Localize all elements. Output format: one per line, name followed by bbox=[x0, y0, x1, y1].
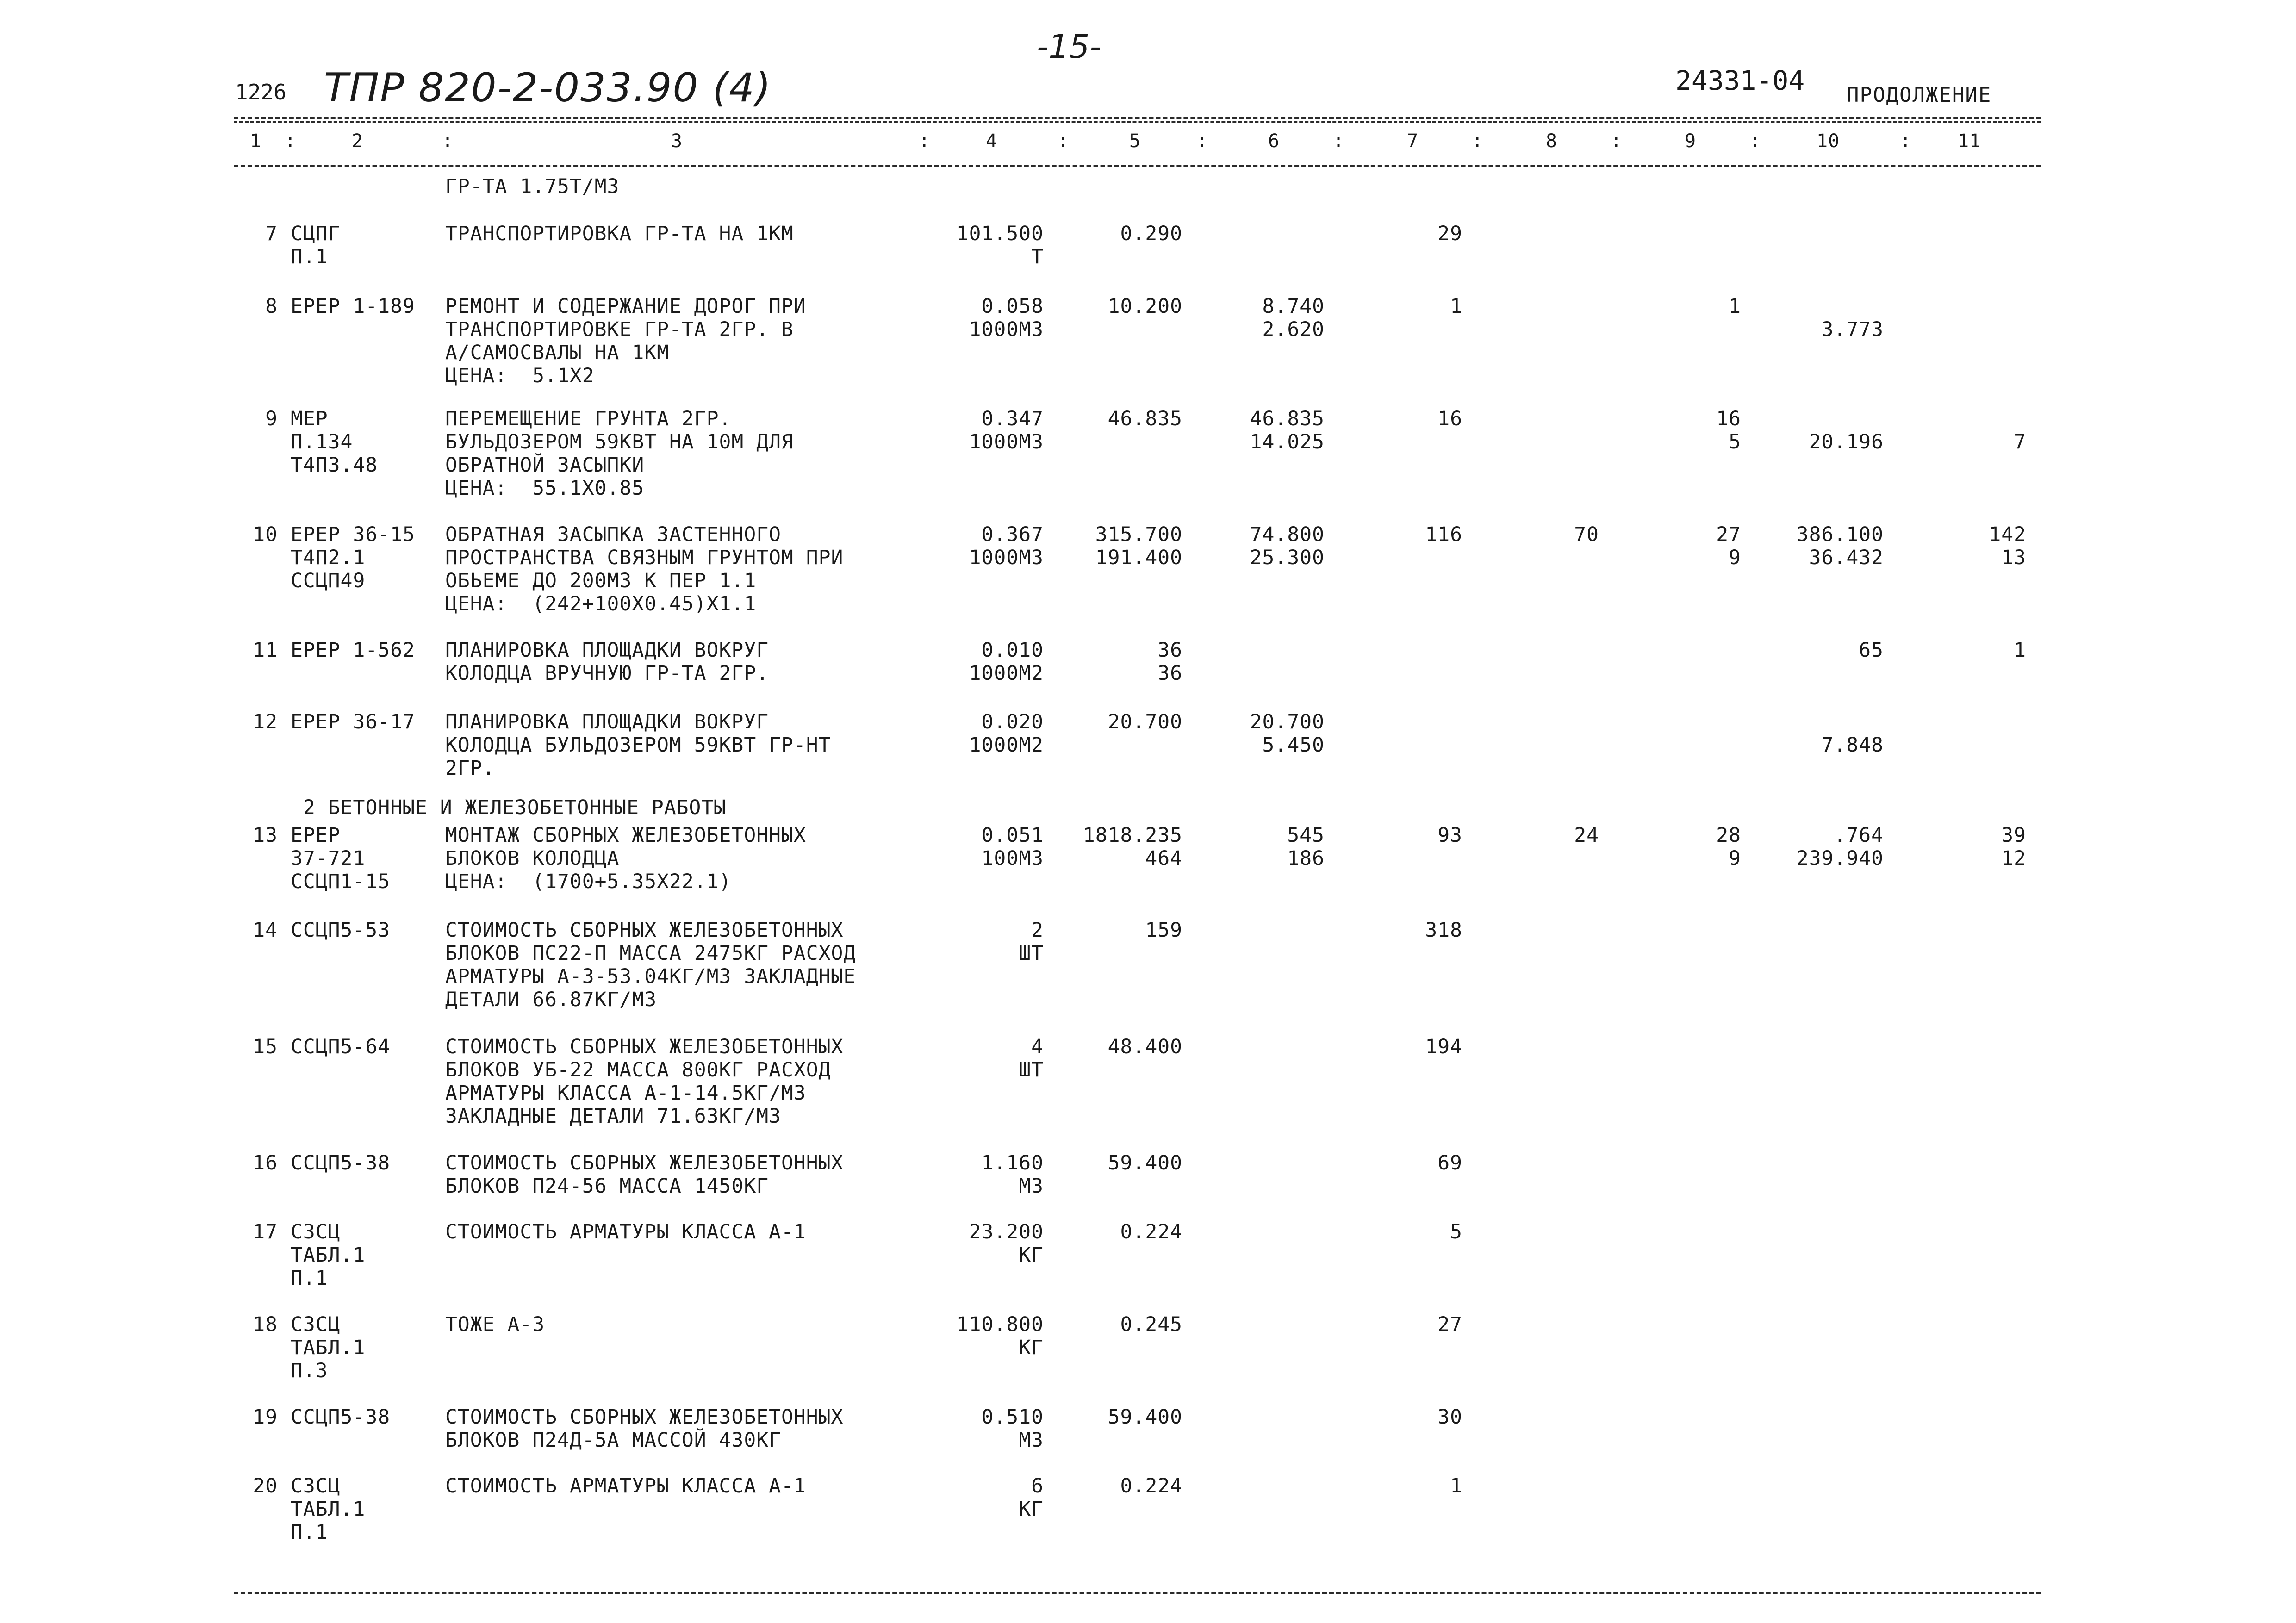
cell-col-7: 1 bbox=[1450, 1474, 1462, 1498]
cell-col-9: 27 bbox=[1716, 523, 1741, 546]
row-code: ССЦП1-15 bbox=[291, 870, 391, 893]
column-separator: : bbox=[1749, 131, 1761, 152]
row-number: 8 bbox=[265, 295, 278, 318]
row-number: 13 bbox=[253, 824, 278, 847]
cell-col-4: 0.020 bbox=[981, 710, 1044, 734]
cell-col-4: ШТ bbox=[1019, 942, 1044, 965]
cell-col-7: 116 bbox=[1425, 523, 1462, 546]
cell-col-9: 9 bbox=[1729, 546, 1741, 569]
row-description: ТРАНСПОРТИРОВКЕ ГР-ТА 2ГР. В bbox=[445, 318, 794, 341]
cell-col-9: 1 bbox=[1729, 295, 1741, 318]
cell-col-11: 7 bbox=[2014, 430, 2026, 454]
column-separator: : bbox=[1058, 131, 1070, 152]
row-number: 7 bbox=[265, 222, 278, 245]
column-header-10: 10 bbox=[1817, 131, 1840, 152]
cell-col-10: 3.773 bbox=[1821, 318, 1884, 341]
cell-col-6: 2.620 bbox=[1262, 318, 1325, 341]
row-code: П.1 bbox=[291, 1267, 328, 1290]
row-description: БУЛЬДОЗЕРОМ 59КВТ НА 10М ДЛЯ bbox=[445, 430, 794, 454]
cell-col-7: 93 bbox=[1437, 824, 1462, 847]
cell-col-11: 142 bbox=[1989, 523, 2026, 546]
row-description: БЛОКОВ ПС22-П МАССА 2475КГ РАСХОД bbox=[445, 942, 856, 965]
cell-col-4: 23.200 bbox=[969, 1220, 1044, 1244]
row-description: ПЕРЕМЕЩЕНИЕ ГРУНТА 2ГР. bbox=[445, 407, 732, 430]
cell-col-6: 545 bbox=[1287, 824, 1325, 847]
row-description: ЦЕНА: 55.1Х0.85 bbox=[445, 477, 645, 500]
cell-col-4: 0.510 bbox=[981, 1405, 1044, 1429]
cell-col-9: 28 bbox=[1716, 824, 1741, 847]
cell-col-9: 9 bbox=[1729, 847, 1741, 870]
row-description: ТОЖЕ А-3 bbox=[445, 1313, 545, 1336]
row-code: ТАБЛ.1 bbox=[291, 1244, 366, 1267]
cell-col-5: 59.400 bbox=[1108, 1151, 1182, 1175]
row-code: ТАБЛ.1 bbox=[291, 1498, 366, 1521]
cell-col-4: 4 bbox=[1031, 1035, 1044, 1058]
cell-col-5: 10.200 bbox=[1108, 295, 1182, 318]
row-code: ССЦП5-38 bbox=[291, 1405, 391, 1429]
cell-col-11: 12 bbox=[2001, 847, 2026, 870]
row-description: РЕМОНТ И СОДЕРЖАНИЕ ДОРОГ ПРИ bbox=[445, 295, 806, 318]
header-rule-top bbox=[234, 117, 2041, 119]
row-code: П.1 bbox=[291, 1521, 328, 1544]
cell-col-5: 20.700 bbox=[1108, 710, 1182, 734]
cell-col-4: ШТ bbox=[1019, 1058, 1044, 1082]
cell-col-10: 7.848 bbox=[1821, 734, 1884, 757]
cell-col-10: 386.100 bbox=[1796, 523, 1884, 546]
row-description: ОБЬЕМЕ ДО 200М3 К ПЕР 1.1 bbox=[445, 569, 757, 592]
cell-col-6: 8.740 bbox=[1262, 295, 1325, 318]
row-number: 9 bbox=[265, 407, 278, 430]
inventory-number: 24331-04 bbox=[1675, 65, 1805, 96]
cell-col-5: 48.400 bbox=[1108, 1035, 1182, 1058]
cell-col-5: 36 bbox=[1157, 662, 1182, 685]
row-code: ЕРЕР 36-17 bbox=[291, 710, 415, 734]
column-header-7: 7 bbox=[1407, 131, 1419, 152]
cell-col-10: 20.196 bbox=[1809, 430, 1884, 454]
cell-col-5: 46.835 bbox=[1108, 407, 1182, 430]
cell-col-7: 27 bbox=[1437, 1313, 1462, 1336]
cell-col-5: 0.224 bbox=[1120, 1474, 1182, 1498]
row-description: КОЛОДЦА ВРУЧНУЮ ГР-ТА 2ГР. bbox=[445, 662, 769, 685]
cell-col-11: 39 bbox=[2001, 824, 2026, 847]
cell-col-6: 46.835 bbox=[1250, 407, 1325, 430]
cell-col-4: 0.010 bbox=[981, 639, 1044, 662]
cell-col-6: 25.300 bbox=[1250, 546, 1325, 569]
cell-col-4: Т bbox=[1031, 245, 1044, 268]
row-code: МЕР bbox=[291, 407, 328, 430]
row-code: ТАБЛ.1 bbox=[291, 1336, 366, 1359]
row-number: 14 bbox=[253, 919, 278, 942]
row-description: СТОИМОСТЬ СБОРНЫХ ЖЕЛЕЗОБЕТОННЫХ bbox=[445, 1405, 844, 1429]
row-description: ПЛАНИРОВКА ПЛОЩАДКИ ВОКРУГ bbox=[445, 710, 769, 734]
cell-col-4: 1000М2 bbox=[969, 662, 1044, 685]
row-description: БЛОКОВ П24-56 МАССА 1450КГ bbox=[445, 1175, 769, 1198]
row-code: П.3 bbox=[291, 1359, 328, 1382]
row-description: СТОИМОСТЬ СБОРНЫХ ЖЕЛЕЗОБЕТОННЫХ bbox=[445, 919, 844, 942]
row-description: ОБРАТНОЙ ЗАСЫПКИ bbox=[445, 454, 645, 477]
column-separator: : bbox=[1611, 131, 1623, 152]
cell-col-4: 1000М3 bbox=[969, 318, 1044, 341]
row-code: ЕРЕР bbox=[291, 824, 341, 847]
cell-col-5: 59.400 bbox=[1108, 1405, 1182, 1429]
cell-col-11: 1 bbox=[2014, 639, 2026, 662]
cell-col-6: 5.450 bbox=[1262, 734, 1325, 757]
cell-col-7: 1 bbox=[1450, 295, 1462, 318]
cell-col-4: КГ bbox=[1019, 1336, 1044, 1359]
page-number: -15- bbox=[1037, 28, 1101, 66]
sheet-code: 1226 bbox=[235, 80, 286, 105]
column-separator: : bbox=[1900, 131, 1912, 152]
row-description: ЗАКЛАДНЫЕ ДЕТАЛИ 71.63КГ/М3 bbox=[445, 1105, 781, 1128]
row-code: ЕРЕР 1-189 bbox=[291, 295, 415, 318]
column-header-1: 1 bbox=[250, 131, 262, 152]
row-description: БЛОКОВ КОЛОДЦА bbox=[445, 847, 620, 870]
row-code: ССЦП49 bbox=[291, 569, 366, 592]
cell-col-10: .764 bbox=[1834, 824, 1884, 847]
cell-col-5: 464 bbox=[1145, 847, 1182, 870]
row-description: АРМАТУРЫ КЛАССА А-1-14.5КГ/М3 bbox=[445, 1082, 806, 1105]
row-description: 2ГР. bbox=[445, 757, 495, 780]
cell-col-7: 30 bbox=[1437, 1405, 1462, 1429]
header-rule-top-2 bbox=[234, 121, 2041, 123]
row-code: П.134 bbox=[291, 430, 353, 454]
cell-col-4: М3 bbox=[1019, 1175, 1044, 1198]
cell-col-6: 186 bbox=[1287, 847, 1325, 870]
cell-col-5: 159 bbox=[1145, 919, 1182, 942]
row-description: АРМАТУРЫ А-3-53.04КГ/М3 ЗАКЛАДНЫЕ bbox=[445, 965, 856, 988]
column-header-2: 2 bbox=[352, 131, 364, 152]
row-description: ДЕТАЛИ 66.87КГ/М3 bbox=[445, 988, 657, 1011]
cell-col-4: 0.058 bbox=[981, 295, 1044, 318]
row-code: СЗСЦ bbox=[291, 1313, 341, 1336]
column-separator: : bbox=[919, 131, 931, 152]
cell-col-4: 1000М3 bbox=[969, 430, 1044, 454]
row-description: СТОИМОСТЬ СБОРНЫХ ЖЕЛЕЗОБЕТОННЫХ bbox=[445, 1151, 844, 1175]
cell-col-5: 0.245 bbox=[1120, 1313, 1182, 1336]
cell-col-4: 110.800 bbox=[956, 1313, 1044, 1336]
column-separator: : bbox=[285, 131, 297, 152]
column-separator: : bbox=[1333, 131, 1345, 152]
header-rule-bottom bbox=[234, 165, 2041, 167]
column-header-4: 4 bbox=[986, 131, 998, 152]
column-header-3: 3 bbox=[671, 131, 683, 152]
row-code: ССЦП5-38 bbox=[291, 1151, 391, 1175]
row-code: СЗСЦ bbox=[291, 1474, 341, 1498]
row-description: ЦЕНА: (1700+5.35Х22.1) bbox=[445, 870, 732, 893]
cell-col-4: 100М3 bbox=[981, 847, 1044, 870]
row-code: П.1 bbox=[291, 245, 328, 268]
row-description: СТОИМОСТЬ АРМАТУРЫ КЛАССА А-1 bbox=[445, 1474, 806, 1498]
cell-col-4: 1000М3 bbox=[969, 546, 1044, 569]
cell-col-8: 24 bbox=[1574, 824, 1599, 847]
cell-col-10: 239.940 bbox=[1796, 847, 1884, 870]
row-description: СТОИМОСТЬ АРМАТУРЫ КЛАССА А-1 bbox=[445, 1220, 806, 1244]
cell-col-6: 14.025 bbox=[1250, 430, 1325, 454]
cell-col-9: 5 bbox=[1729, 430, 1741, 454]
cell-col-4: КГ bbox=[1019, 1244, 1044, 1267]
continuation-label: ПРОДОЛЖЕНИЕ bbox=[1847, 83, 1992, 107]
row-code: ЕРЕР 36-15 bbox=[291, 523, 415, 546]
cell-col-7: 194 bbox=[1425, 1035, 1462, 1058]
cell-col-4: 6 bbox=[1031, 1474, 1044, 1498]
cell-col-5: 0.224 bbox=[1120, 1220, 1182, 1244]
cell-col-7: 69 bbox=[1437, 1151, 1462, 1175]
column-separator: : bbox=[1196, 131, 1208, 152]
row-description: КОЛОДЦА БУЛЬДОЗЕРОМ 59КВТ ГР-НТ bbox=[445, 734, 831, 757]
column-header-9: 9 bbox=[1685, 131, 1697, 152]
row-code: Т4П3.48 bbox=[291, 454, 378, 477]
cell-col-4: М3 bbox=[1019, 1429, 1044, 1452]
column-separator: : bbox=[1472, 131, 1484, 152]
cell-col-4: КГ bbox=[1019, 1498, 1044, 1521]
cell-col-5: 191.400 bbox=[1095, 546, 1182, 569]
cell-col-5: 1818.235 bbox=[1083, 824, 1182, 847]
column-header-11: 11 bbox=[1958, 131, 1981, 152]
row-description: ОБРАТНАЯ ЗАСЫПКА ЗАСТЕННОГО bbox=[445, 523, 781, 546]
row-number: 15 bbox=[253, 1035, 278, 1058]
row-description: ЦЕНА: (242+100Х0.45)Х1.1 bbox=[445, 592, 757, 616]
cell-col-6: 20.700 bbox=[1250, 710, 1325, 734]
row-description: БЛОКОВ П24Д-5А МАССОЙ 430КГ bbox=[445, 1429, 781, 1452]
row-code: ССЦП5-64 bbox=[291, 1035, 391, 1058]
cell-col-4: 101.500 bbox=[956, 222, 1044, 245]
cell-col-7: 5 bbox=[1450, 1220, 1462, 1244]
cell-col-10: 65 bbox=[1859, 639, 1884, 662]
row-number: 19 bbox=[253, 1405, 278, 1429]
cell-col-4: 0.347 bbox=[981, 407, 1044, 430]
cell-col-7: 29 bbox=[1437, 222, 1462, 245]
row-number: 17 bbox=[253, 1220, 278, 1244]
row-description: МОНТАЖ СБОРНЫХ ЖЕЛЕЗОБЕТОННЫХ bbox=[445, 824, 806, 847]
row-description: А/САМОСВАЛЫ НА 1КМ bbox=[445, 341, 669, 364]
column-header-6: 6 bbox=[1268, 131, 1280, 152]
row-number: 10 bbox=[253, 523, 278, 546]
row-description: СТОИМОСТЬ СБОРНЫХ ЖЕЛЕЗОБЕТОННЫХ bbox=[445, 1035, 844, 1058]
cell-col-4: 2 bbox=[1031, 919, 1044, 942]
row-code: Т4П2.1 bbox=[291, 546, 366, 569]
row-code: СЗСЦ bbox=[291, 1220, 341, 1244]
cell-col-8: 70 bbox=[1574, 523, 1599, 546]
cell-col-4: 0.051 bbox=[981, 824, 1044, 847]
cell-col-5: 315.700 bbox=[1095, 523, 1182, 546]
section-heading: 2 БЕТОННЫЕ И ЖЕЛЕЗОБЕТОННЫЕ РАБОТЫ bbox=[303, 796, 727, 819]
row-description: ЦЕНА: 5.1Х2 bbox=[445, 364, 595, 387]
row-number: 18 bbox=[253, 1313, 278, 1336]
cell-col-7: 16 bbox=[1437, 407, 1462, 430]
column-header-8: 8 bbox=[1546, 131, 1558, 152]
document-title: ТПР 820-2-033.90 (4) bbox=[324, 65, 772, 111]
cell-col-5: 36 bbox=[1157, 639, 1182, 662]
row-description: ПРОСТРАНСТВА СВЯЗНЫМ ГРУНТОМ ПРИ bbox=[445, 546, 844, 569]
row-code: СЦПГ bbox=[291, 222, 341, 245]
cell-col-7: 318 bbox=[1425, 919, 1462, 942]
cell-col-5: 0.290 bbox=[1120, 222, 1182, 245]
footer-rule bbox=[234, 1592, 2041, 1594]
row-description: ПЛАНИРОВКА ПЛОЩАДКИ ВОКРУГ bbox=[445, 639, 769, 662]
row-number: 11 bbox=[253, 639, 278, 662]
column-header-5: 5 bbox=[1129, 131, 1141, 152]
cell-col-9: 16 bbox=[1716, 407, 1741, 430]
row-code: ЕРЕР 1-562 bbox=[291, 639, 415, 662]
row-number: 12 bbox=[253, 710, 278, 734]
cell-col-4: 0.367 bbox=[981, 523, 1044, 546]
row-number: 20 bbox=[253, 1474, 278, 1498]
cell-col-11: 13 bbox=[2001, 546, 2026, 569]
row-code: 37-721 bbox=[291, 847, 366, 870]
cell-col-4: 1000М2 bbox=[969, 734, 1044, 757]
row-description: ТРАНСПОРТИРОВКА ГР-ТА НА 1КМ bbox=[445, 222, 794, 245]
cell-col-6: 74.800 bbox=[1250, 523, 1325, 546]
row-number: 16 bbox=[253, 1151, 278, 1175]
lead-in-text: ГР-ТА 1.75Т/М3 bbox=[445, 175, 620, 198]
cell-col-10: 36.432 bbox=[1809, 546, 1884, 569]
column-separator: : bbox=[442, 131, 454, 152]
row-code: ССЦП5-53 bbox=[291, 919, 391, 942]
cell-col-4: 1.160 bbox=[981, 1151, 1044, 1175]
row-description: БЛОКОВ УБ-22 МАССА 800КГ РАСХОД bbox=[445, 1058, 831, 1082]
